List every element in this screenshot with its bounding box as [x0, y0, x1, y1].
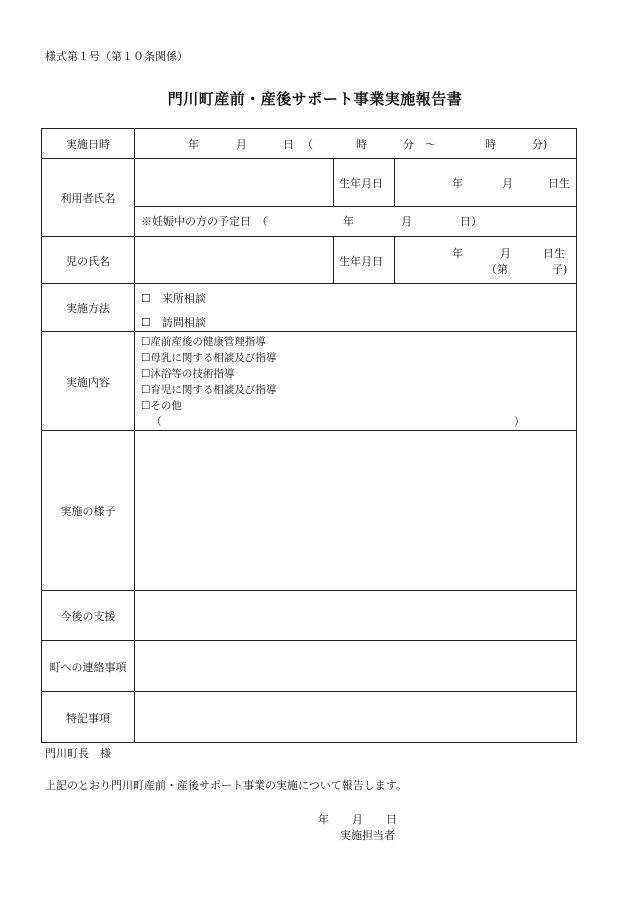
- due-date-month: 月: [401, 215, 412, 228]
- due-date-day: 日）: [460, 215, 482, 228]
- user-birth-year: 年: [452, 177, 463, 190]
- date-month: 月: [236, 138, 247, 151]
- method-label: 実施方法: [66, 302, 110, 315]
- due-date-note: ※妊娠中の方の予定日 （: [141, 215, 268, 228]
- date-minute-end: 分): [532, 138, 548, 151]
- content-option-bathing[interactable]: ☐沐浴等の技術指導: [141, 368, 235, 380]
- date-hour-start: 時: [356, 138, 367, 151]
- contact-items-label: 町への連絡事項: [49, 661, 127, 674]
- child-name-label: 児の氏名: [66, 255, 110, 268]
- addressee: 門川町長 様: [45, 747, 111, 760]
- user-birth-suffix: 日生: [548, 177, 570, 190]
- future-support-label: 今後の支援: [60, 610, 116, 623]
- footer-month: 月: [352, 813, 363, 826]
- method-option-visit-office[interactable]: ☐ 来所相談: [141, 292, 206, 305]
- date-range-tilde: ～: [425, 138, 436, 151]
- child-order-close: 子): [552, 263, 568, 276]
- user-name-label: 利用者氏名: [60, 192, 116, 205]
- content-other-paren-open: （: [151, 416, 162, 428]
- form-number: 様式第１号（第１０条関係）: [45, 50, 188, 63]
- date-day: 日: [283, 138, 294, 151]
- child-order-open: （第: [486, 263, 508, 276]
- user-birth-label: 生年月日: [339, 177, 383, 190]
- child-birth-month: 月: [500, 247, 511, 260]
- signer-label: 実施担当者: [340, 829, 395, 842]
- child-birth-suffix: 日生: [543, 247, 565, 260]
- date-paren-open: （: [302, 138, 313, 151]
- footer-day: 日: [386, 813, 397, 826]
- content-option-other[interactable]: ☐その他: [141, 400, 182, 412]
- situation-label: 実施の様子: [60, 505, 116, 518]
- footer-year: 年: [318, 813, 329, 826]
- method-option-home-visit[interactable]: ☐ 訪問相談: [141, 316, 206, 329]
- date-hour-end: 時: [485, 138, 496, 151]
- special-notes-label: 特記事項: [66, 712, 110, 725]
- child-birth-label: 生年月日: [339, 255, 383, 268]
- report-statement: 上記のとおり門川町産前・産後サポート事業の実施について報告します。: [45, 779, 407, 792]
- date-year: 年: [188, 138, 199, 151]
- user-birth-month: 月: [502, 177, 513, 190]
- content-option-health[interactable]: ☐産前産後の健康管理指導: [141, 336, 266, 348]
- content-label: 実施内容: [66, 376, 110, 389]
- content-option-childcare[interactable]: ☐育児に関する相談及び指導: [141, 384, 277, 396]
- content-other-paren-close: ）: [514, 416, 525, 428]
- document-title: 門川町産前・産後サポート事業実施報告書: [167, 90, 463, 108]
- date-label: 実施日時: [66, 138, 110, 151]
- content-option-breastfeeding[interactable]: ☐母乳に関する相談及び指導: [141, 352, 277, 364]
- due-date-year: 年: [343, 215, 354, 228]
- child-birth-year: 年: [452, 247, 463, 260]
- date-minute-start: 分: [403, 138, 414, 151]
